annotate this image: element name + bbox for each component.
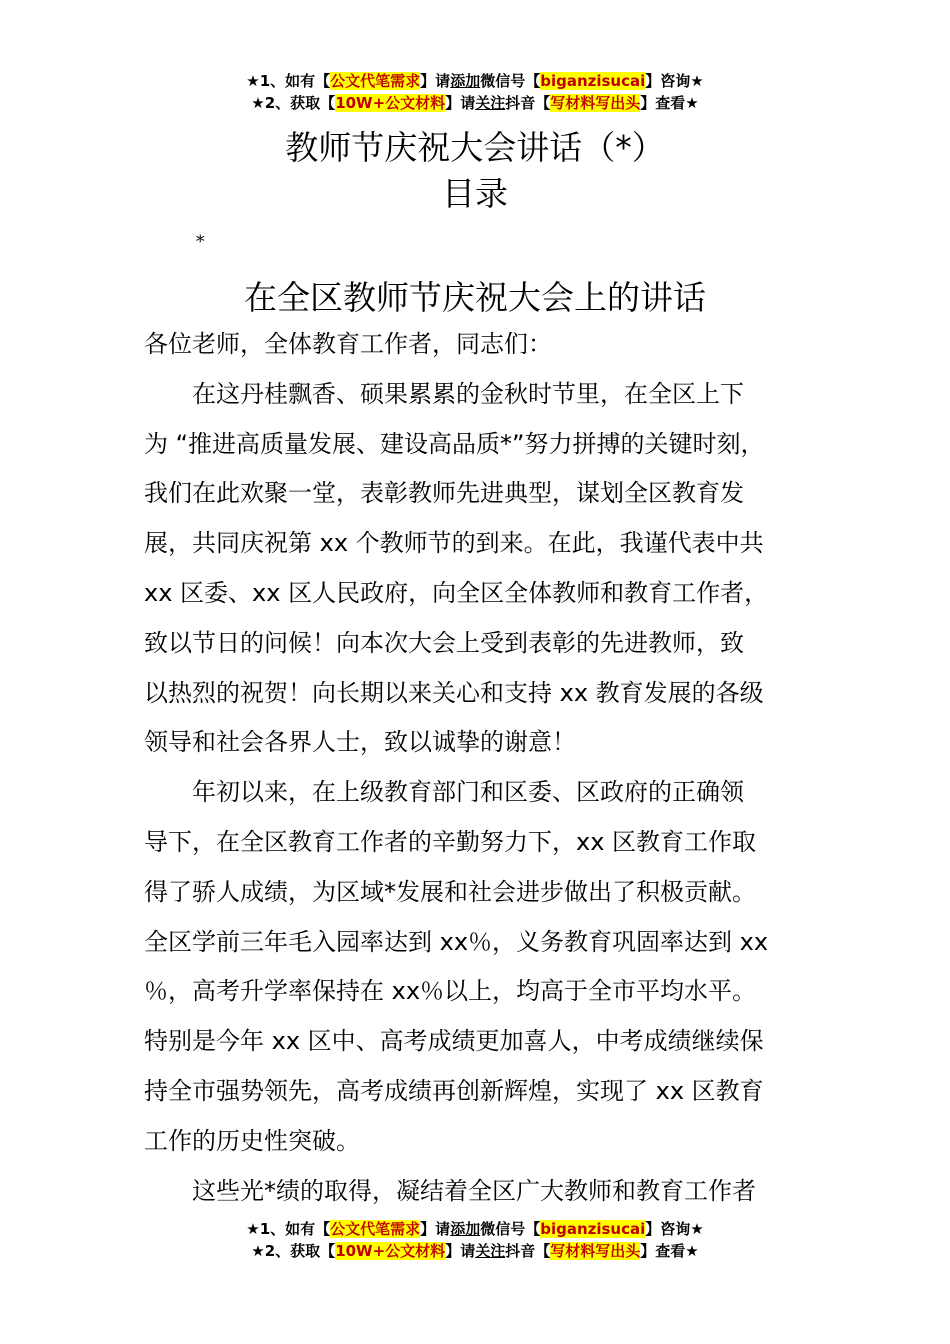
- toc-item[interactable]: *: [196, 232, 205, 252]
- document-title: 教师节庆祝大会讲话（*）: [285, 128, 665, 167]
- speech-body: [144, 320, 809, 1216]
- banner-highlight: 10W+公文材料: [335, 94, 446, 112]
- banner-highlight: 公文代笔需求: [330, 72, 421, 90]
- banner-line-2: ★2、获取【10W+公文材料】请关注抖音【写材料写出头】查看★: [251, 94, 699, 112]
- body-line: 持全市强势领先，高考成绩再创新辉煌，实现了 xx 区教育: [144, 1076, 764, 1105]
- banner-line-1: ★1、如有【公文代笔需求】请添加微信号【biganzisucai】咨询★: [246, 72, 704, 90]
- body-line: 各位老师，全体教育工作者，同志们：: [144, 330, 552, 358]
- body-line: 领导和社会各界人士，致以诚挚的谢意！: [144, 728, 576, 757]
- body-line: 工作的历史性突破。: [144, 1126, 360, 1155]
- body-line: 以热烈的祝贺！向长期以来关心和支持 xx 教育发展的各级: [144, 678, 764, 707]
- body-line: 特别是今年 xx 区中、高考成绩更加喜人，中考成绩继续保: [144, 1027, 764, 1056]
- body-line: xx 区委、xx 区人民政府，向全区全体教师和教育工作者，: [144, 578, 769, 607]
- body-line: 我们在此欢聚一堂，表彰教师先进典型，谋划全区教育发: [144, 479, 744, 508]
- banner-highlight: biganzisucai: [540, 1220, 646, 1238]
- body-line: 这些光*绩的取得，凝结着全区广大教师和教育工作者: [144, 1176, 756, 1205]
- body-line: 为 “推进高质量发展、建设高品质*”努力拼搏的关键时刻，: [144, 429, 765, 458]
- body-line: 导下，在全区教育工作者的辛勤努力下，xx 区教育工作取: [144, 827, 757, 856]
- body-line: 年初以来，在上级教育部门和区委、区政府的正确领: [144, 778, 744, 807]
- footer-banner: [0, 1218, 950, 1262]
- body-line: 在这丹桂飘香、硕果累累的金秋时节里，在全区上下: [144, 379, 744, 408]
- speech-title: 在全区教师节庆祝大会上的讲话: [244, 278, 706, 317]
- banner-highlight: 公文代笔需求: [330, 1220, 421, 1238]
- body-line: 全区学前三年毛入园率达到 xx％，义务教育巩固率达到 xx: [144, 927, 769, 956]
- toc-heading: 目录: [442, 174, 508, 213]
- body-line: ％，高考升学率保持在 xx％以上，均高于全市平均水平。: [144, 977, 757, 1006]
- header-banner: [0, 70, 950, 114]
- banner-highlight: 10W+公文材料: [335, 1242, 446, 1260]
- banner-highlight: 写材料写出头: [550, 1242, 641, 1260]
- body-line: 得了骄人成绩，为区域*发展和社会进步做出了积极贡献。: [144, 877, 756, 906]
- body-line: 展，共同庆祝第 xx 个教师节的到来。在此，我谨代表中共: [144, 529, 764, 558]
- banner-highlight: biganzisucai: [540, 72, 646, 90]
- banner-line-1: ★1、如有【公文代笔需求】请添加微信号【biganzisucai】咨询★: [246, 1220, 704, 1238]
- banner-highlight: 写材料写出头: [550, 94, 641, 112]
- body-line: 致以节日的问候！向本次大会上受到表彰的先进教师，致: [144, 628, 744, 657]
- banner-line-2: ★2、获取【10W+公文材料】请关注抖音【写材料写出头】查看★: [251, 1242, 699, 1260]
